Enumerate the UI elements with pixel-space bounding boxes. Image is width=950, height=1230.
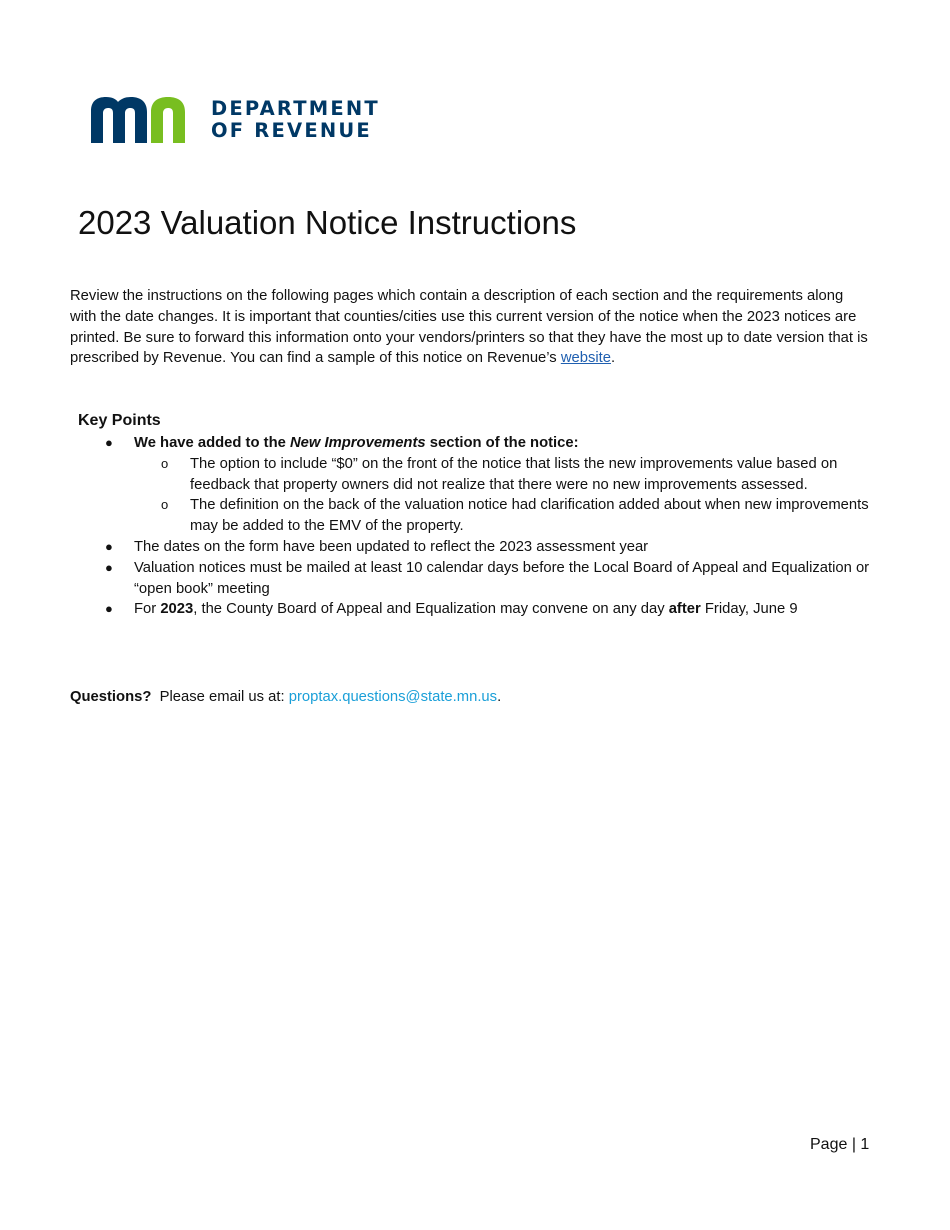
bullet-1-suffix: section of the notice: (425, 435, 579, 451)
logo-line-1: DEPARTMENT (211, 97, 380, 120)
bullet-4-year: 2023 (160, 601, 194, 618)
website-link[interactable]: website (560, 350, 611, 367)
bullet-1-emphasis: New Improvements (289, 435, 426, 451)
circle-bullet-icon: o (161, 497, 169, 513)
logo-wordmark (211, 98, 380, 142)
list-item (70, 599, 870, 620)
email-link[interactable]: proptax.questions@state.mn.us (288, 689, 498, 705)
bullet-4-text-2: , the County Board of Appeal and Equalization may convene on any day (193, 601, 669, 618)
bullet-3-text: Valuation notices must be mailed at least 10 calendar days before the Local Board of Appeal and Equalization or “open book” meeting (134, 559, 870, 597)
questions-line (70, 687, 501, 708)
bullet-icon: ● (105, 435, 113, 450)
bullet-4-text-3: Friday, June 9 (700, 601, 798, 618)
questions-period: . (497, 689, 502, 705)
bullet-icon: ● (105, 601, 113, 617)
sub-item-text: The definition on the back of the valuation notice had clarification added about when new improvements may be added to the EMV of the property. (190, 497, 869, 535)
department-logo (91, 96, 411, 144)
bullet-icon: ● (105, 559, 113, 575)
bullet-1-prefix: We have added to the (134, 435, 290, 451)
intro-period: . (610, 350, 616, 367)
questions-label: Questions? (70, 689, 152, 705)
bullet-4-after: after (668, 601, 701, 618)
bullet-icon: ● (105, 538, 113, 554)
sub-list-item (70, 495, 870, 537)
list-item (70, 558, 870, 600)
sub-list-item (70, 454, 870, 496)
list-item (70, 537, 870, 558)
questions-text: Please email us at: (151, 689, 289, 705)
circle-bullet-icon: o (161, 455, 169, 471)
page-title: 2023 Valuation Notice Instructions (78, 204, 577, 241)
sub-item-text: The option to include “$0” on the front of the notice that lists the new improvements value based on feedback that property owners did not realize that there were no new improvements assessed. (190, 455, 838, 493)
intro-text: Review the instructions on the following pages which contain a description of each section and the requirements along with the date changes. It is important that counties/cities use this current version of the notice when the 2023 notices are printed. Be sure to forward this information onto your vendors/printers so that they have the most up to date version that is prescribed by Revenue. You can find a sample of this notice on Revenue’s (70, 288, 868, 367)
logo-line-2: OF REVENUE (211, 119, 372, 142)
intro-paragraph (70, 286, 870, 369)
list-item (70, 433, 870, 454)
bullet-4-text-1: For (134, 601, 161, 618)
bullet-2-text: The dates on the form have been updated to reflect the 2023 assessment year (134, 538, 649, 555)
key-points-list (70, 433, 870, 620)
page-number: Page | 1 (810, 1136, 870, 1153)
key-points-heading: Key Points (78, 412, 161, 429)
mn-logo-icon (91, 97, 197, 143)
